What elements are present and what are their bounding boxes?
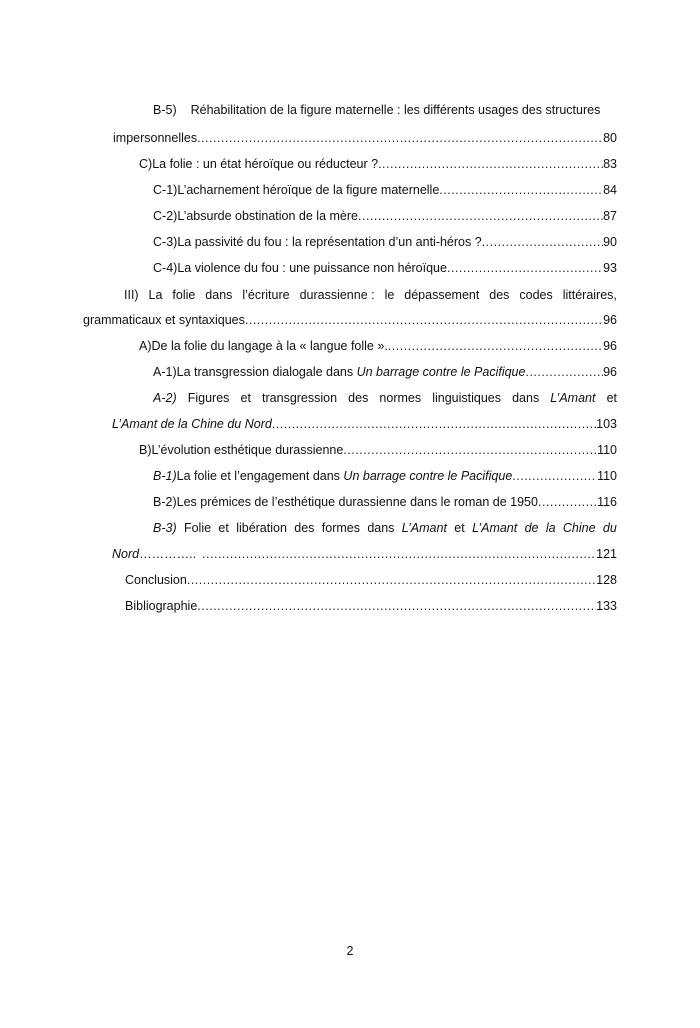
dot-leader [482, 233, 603, 251]
toc-word-italic: L’Amant [550, 391, 596, 405]
toc-entry-a2-line2 [112, 415, 617, 433]
toc-entry-a1 [153, 363, 617, 381]
toc-title: Bibliographie [125, 599, 198, 613]
toc-page-number: 83 [603, 157, 617, 171]
toc-title: L’évolution esthétique durassienne [151, 443, 344, 457]
toc-entry-b5-line1 [153, 101, 617, 119]
toc-page-number: 133 [596, 599, 617, 613]
dot-leader [343, 441, 597, 459]
toc-word: et [606, 391, 617, 405]
dot-leader [202, 545, 596, 563]
toc-entry-b1 [153, 467, 617, 485]
toc-word-italic: Chine [562, 521, 596, 535]
toc-title: La violence du fou : une puissance non héroïque [177, 261, 447, 275]
toc-page-number: 103 [596, 417, 617, 431]
toc-entry-c [139, 155, 617, 173]
dot-leader [378, 155, 603, 173]
toc-title: L’absurde obstination de la mère [177, 209, 358, 223]
toc-word: dans [512, 391, 540, 405]
toc-word: Folie [183, 521, 212, 535]
toc-label: C-1) [153, 183, 178, 197]
dot-leader [197, 597, 596, 615]
toc-label: A-2) [153, 391, 177, 405]
toc-label: A) [139, 339, 152, 353]
toc-word: des [294, 521, 315, 535]
toc-title: grammaticaux et syntaxiques [83, 313, 245, 327]
toc-word: et [218, 521, 229, 535]
toc-title-text: La folie et l’engagement dans [176, 469, 344, 483]
toc-word: transgression [262, 391, 338, 405]
toc-entry-b [139, 441, 617, 459]
toc-entry-iii-line2 [83, 311, 617, 329]
toc-title: De la folie du langage à la « langue folle ». [151, 339, 388, 353]
toc-label: A-1) [153, 365, 177, 379]
toc-label: C) [139, 157, 153, 171]
toc-word: libération [236, 521, 287, 535]
toc-word-italic: du [602, 521, 617, 535]
toc-word: La [148, 288, 163, 302]
toc-page-number: 90 [603, 235, 617, 249]
toc-entry-b5-line2 [113, 129, 617, 147]
toc-entry-c2 [153, 207, 617, 225]
toc-word: littéraires, [562, 288, 617, 302]
toc-word: dans [367, 521, 395, 535]
toc-title-italic: L’Amant de la Chine du Nord [112, 417, 272, 431]
toc-entry-bibliographie [125, 597, 617, 615]
toc-label: B-5) [153, 103, 177, 117]
dot-leader [187, 571, 596, 589]
dot-leader [197, 129, 603, 147]
toc-page-number: 110 [597, 443, 617, 457]
toc-title [177, 467, 513, 485]
toc-title: impersonnelles [113, 131, 198, 145]
toc-page-number: 87 [603, 209, 617, 223]
toc-entry-c1 [153, 181, 617, 199]
toc-entry-b2 [153, 493, 617, 511]
toc-word: le [384, 288, 395, 302]
toc-word: dans [205, 288, 233, 302]
toc-title: L’acharnement héroïque de la figure maternelle [177, 183, 440, 197]
toc-word-italic: L’Amant [472, 521, 518, 535]
toc-title [177, 363, 526, 381]
toc-word-italic: L’Amant [401, 521, 447, 535]
toc-word: durassienne : [299, 288, 375, 302]
toc-label: C-3) [153, 235, 178, 249]
toc-entry-a2-line1 [153, 389, 617, 407]
dot-leader [512, 467, 597, 485]
dot-leader [358, 207, 603, 225]
toc-word: formes [321, 521, 360, 535]
toc-label: III) [124, 288, 139, 302]
dot-leader [447, 259, 603, 277]
dot-leader [388, 337, 603, 355]
toc-entry-iii-line1 [124, 286, 617, 304]
dot-leader [538, 493, 597, 511]
toc-title: Conclusion [125, 573, 187, 587]
toc-word: l’écriture [242, 288, 290, 302]
toc-word: Figures [187, 391, 230, 405]
toc-word: linguistiques [432, 391, 501, 405]
toc-word-italic: de [524, 521, 539, 535]
toc-entry-c4 [153, 259, 617, 277]
toc-word-italic: la [545, 521, 556, 535]
toc-page-number: 128 [596, 573, 617, 587]
toc-title: La folie : un état héroïque ou réducteur ? [152, 157, 379, 171]
toc-page-number: 96 [603, 365, 617, 379]
toc-page-number: 96 [603, 339, 617, 353]
toc-ellipsis: ………….. [139, 547, 197, 561]
dot-leader [245, 311, 603, 329]
toc-title-italic: Nord [112, 547, 140, 561]
toc-label: B-3) [153, 521, 177, 535]
toc-title: Les prémices de l’esthétique durassienne dans le roman de 1950 [176, 495, 538, 509]
toc-label: C-2) [153, 209, 178, 223]
dot-leader [439, 181, 603, 199]
toc-label: B-1) [153, 469, 177, 483]
toc-label: B) [139, 443, 152, 457]
toc-page-number: 110 [597, 469, 617, 483]
toc-page-number: 116 [597, 495, 617, 509]
page-number: 2 [346, 944, 354, 958]
toc-title-italic: Un barrage contre le Pacifique [343, 469, 513, 483]
toc-word: et [454, 521, 465, 535]
toc-title-italic: Un barrage contre le Pacifique [356, 365, 526, 379]
toc-word: et [240, 391, 251, 405]
toc-word: folie [172, 288, 196, 302]
toc-entry-c3 [153, 233, 617, 251]
dot-leader [272, 415, 596, 433]
toc-word: normes [379, 391, 422, 405]
toc-page-number: 93 [603, 261, 617, 275]
toc-page-number: 80 [603, 131, 617, 145]
toc-page-number: 121 [596, 547, 617, 561]
toc-entry-b3-line1 [153, 519, 617, 537]
dot-leader [525, 363, 603, 381]
toc-page-number: 96 [603, 313, 617, 327]
toc-page-number: 84 [603, 183, 617, 197]
toc-word: des [348, 391, 369, 405]
toc-word: dépassement [404, 288, 480, 302]
toc-label: C-4) [153, 261, 178, 275]
toc-word: des [489, 288, 510, 302]
toc-title-text: La transgression dialogale dans [176, 365, 357, 379]
toc-entry-b3-line2 [112, 545, 617, 563]
toc-title: La passivité du fou : la représentation d’un anti-héros ? [177, 235, 482, 249]
toc-title: Réhabilitation de la figure maternelle : les différents usages des structures [190, 103, 601, 117]
toc-label: B-2) [153, 495, 177, 509]
toc-entry-a [139, 337, 617, 355]
toc-word: codes [519, 288, 553, 302]
toc-entry-conclusion [125, 571, 617, 589]
